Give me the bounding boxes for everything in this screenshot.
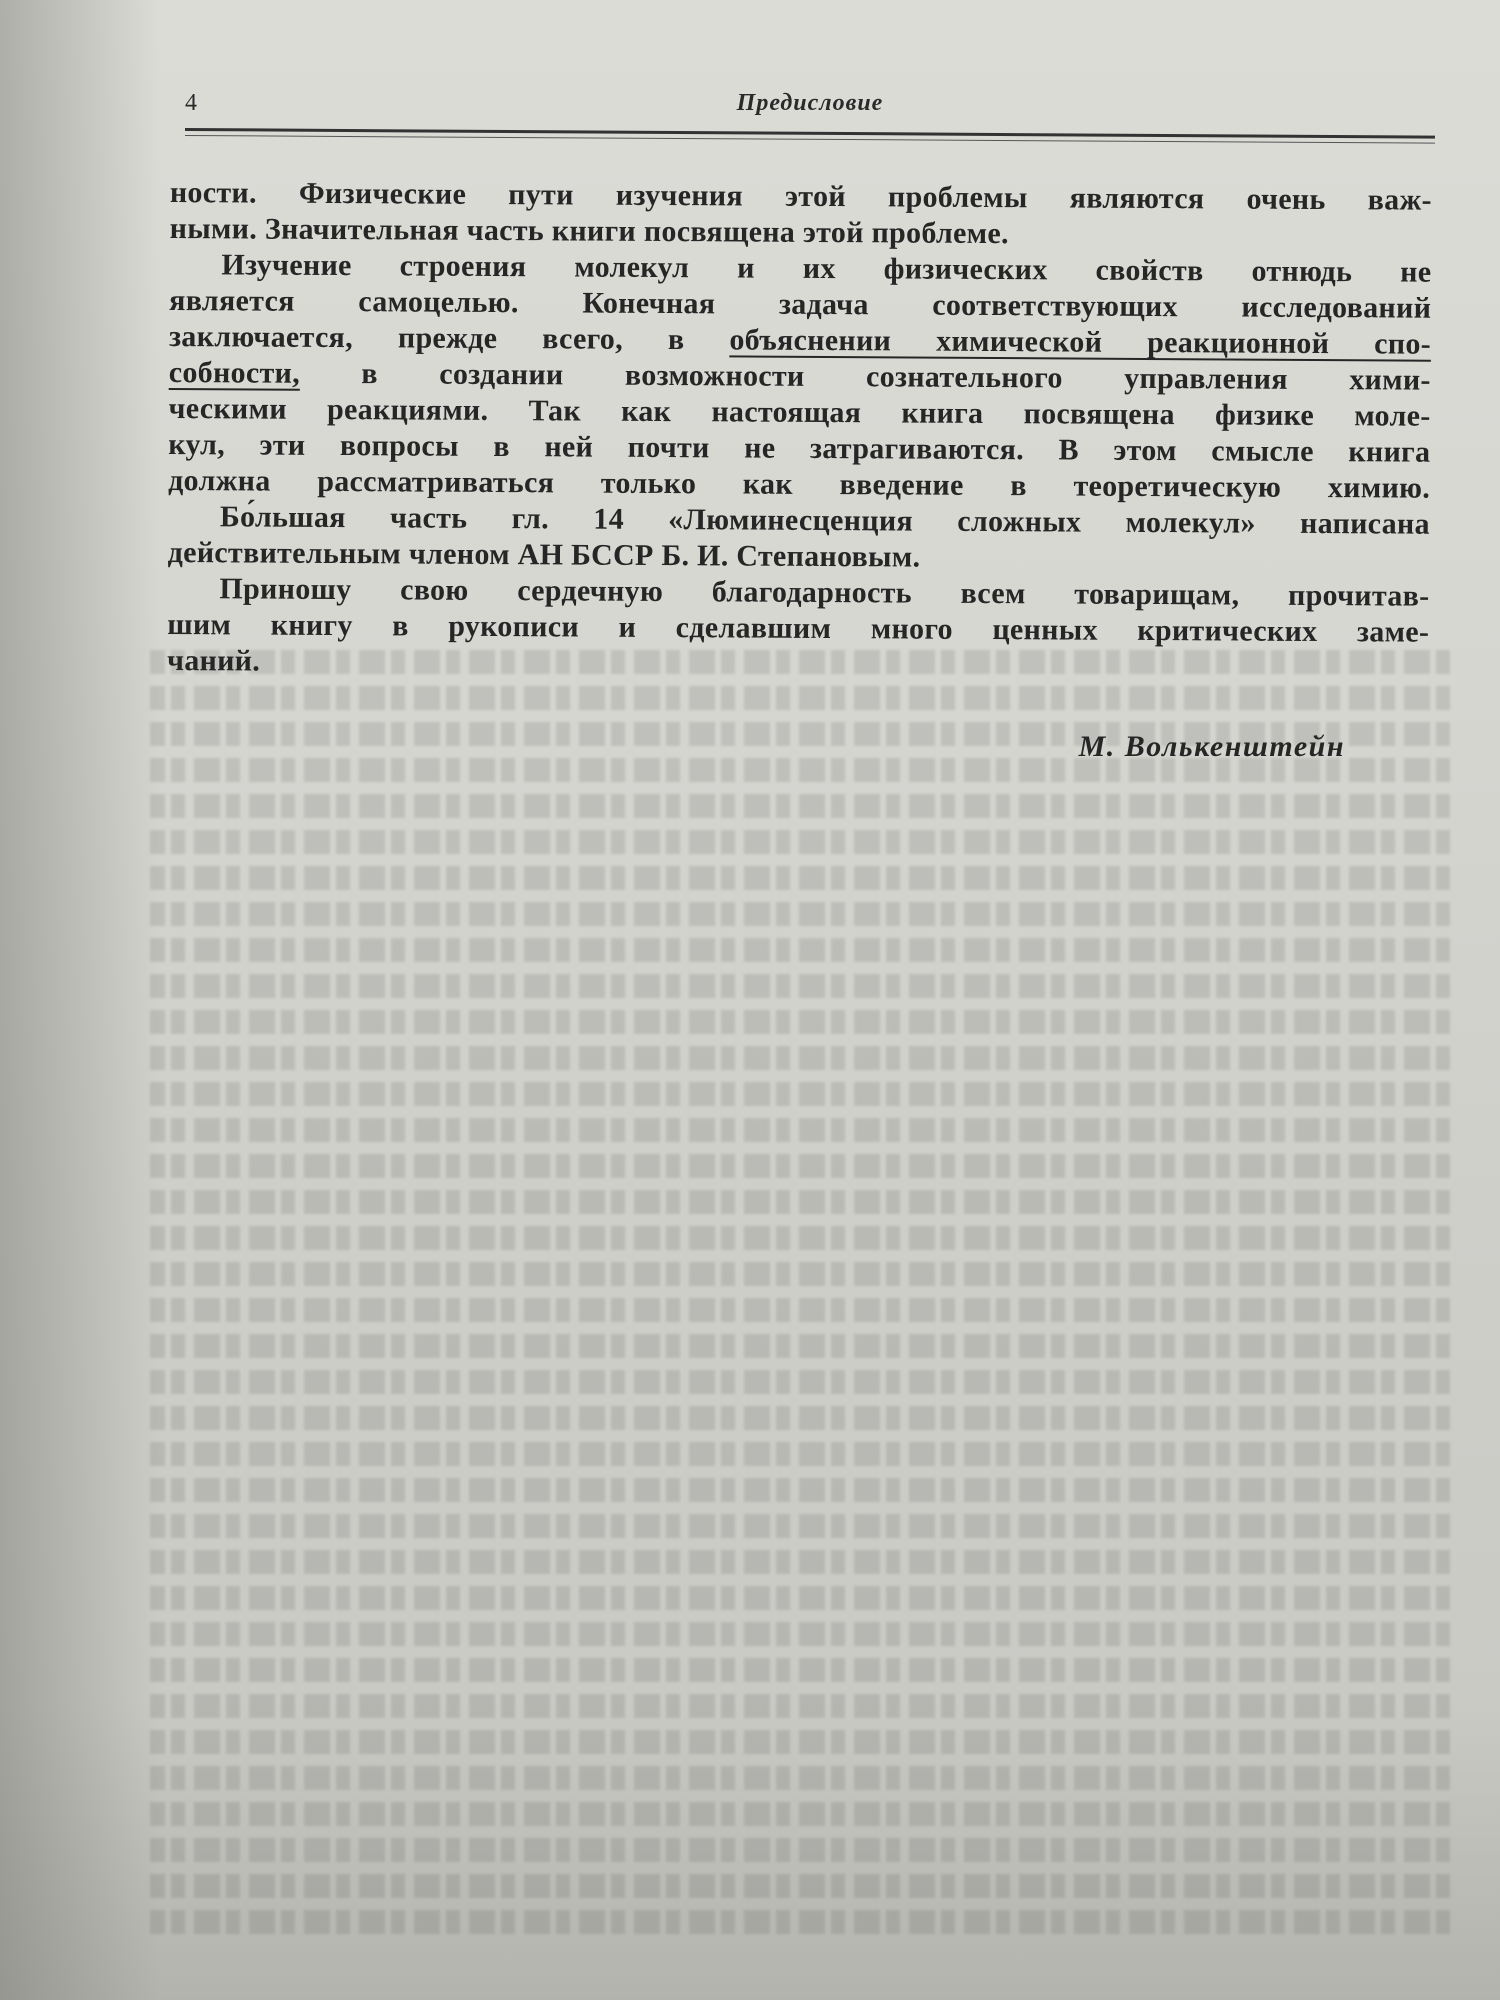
underlined-phrase: собности, xyxy=(168,355,301,390)
bleed-through-text xyxy=(150,650,1450,1980)
text-line: кул, эти вопросы в ней почти не затрагиваются. В этом смысле книга xyxy=(168,427,1431,469)
text-line: действительным членом АН БССР Б. И. Степановым. xyxy=(167,535,921,574)
text-segment: заключается, прежде всего, в xyxy=(168,319,730,357)
paragraph-1 xyxy=(170,175,1432,255)
text-line: ческими реакциями. Так как настоящая книга посвящена физике моле- xyxy=(168,391,1431,433)
text-line: является самоцелью. Конечная задача соответствующих исследований xyxy=(169,283,1432,325)
body-text xyxy=(167,175,1432,687)
paragraph-4 xyxy=(167,571,1430,687)
text-line: Приношу свою сердечную благодарность всем товарищам, прочитав- xyxy=(219,572,1430,613)
page-number: 4 xyxy=(185,90,197,116)
text-line: Изучение строения молекул и их физических свойств отнюдь не xyxy=(221,248,1432,289)
author-signature: М. Волькенштейн xyxy=(1078,730,1345,763)
paragraph-2 xyxy=(168,247,1432,507)
header-title: Предисловие xyxy=(736,90,884,116)
text-line: шим книгу в рукописи и сделавшим много ценных критических заме- xyxy=(167,607,1430,649)
text-line: чаний. xyxy=(166,643,261,678)
underlined-phrase: объяснении химической реакционной спо- xyxy=(729,323,1432,361)
running-head xyxy=(185,90,1435,130)
paragraph-3 xyxy=(168,499,1430,579)
text-line: должна рассматриваться только как введение в теоретическую химию. xyxy=(168,463,1431,505)
text-line: ности. Физические пути изучения этой проблемы являются очень важ- xyxy=(169,175,1432,217)
text-line: ными. Значительная часть книги посвящена этой проблеме. xyxy=(169,211,1009,251)
text-line: Бо́льшая часть гл. 14 «Люминесценция сложных молекул» написана xyxy=(219,500,1430,541)
text-segment: в создании возможности сознательного управления хими- xyxy=(299,356,1431,397)
